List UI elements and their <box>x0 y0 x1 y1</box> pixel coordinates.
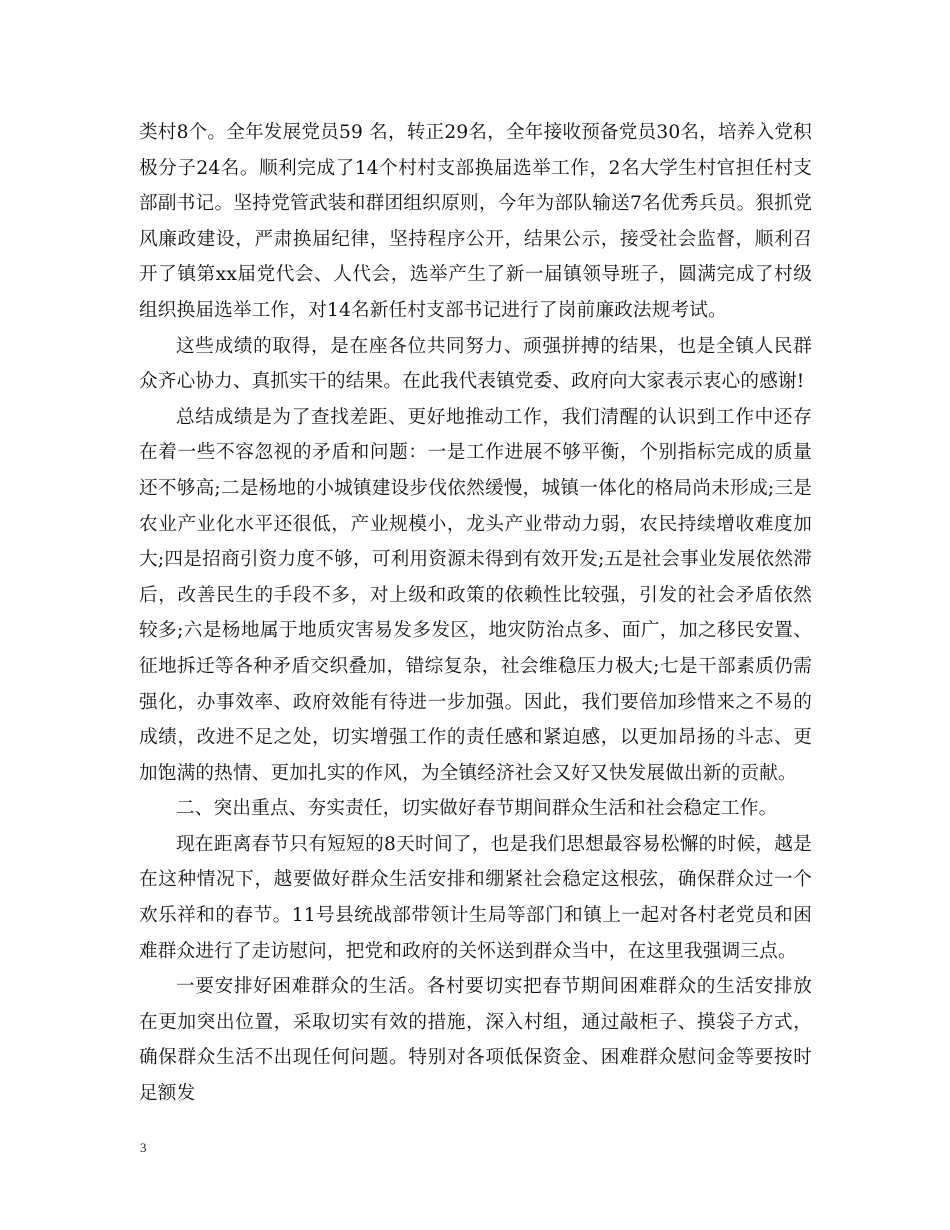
section-heading: 二、突出重点、夯实责任，切实做好春节期间群众生活和社会稳定工作。 <box>176 798 778 820</box>
paragraph-thanks: 这些成绩的取得，是在座各位共同努力、顽强拼搏的结果，也是全镇人民群众齐心协力、真抓实干的结果。在此我代表镇党委、政府向大家表示衷心的感谢! <box>139 335 812 393</box>
paragraph-problems: 总结成绩是为了查找差距、更好地推动工作，我们清醒的认识到工作中还存在着一些不容忽视的矛盾和问题：一是工作进展不够平衡，个别指标完成的质量还不够高;二是杨地的小城镇建设步伐依然缓慢，城镇一体化的格局尚未形成;三是农业产业化水平还很低，产业规模小，龙头产业带动力弱，农民持续增收难度加大;四是招商引资力度不够，可利用资源未得到有效开发;五是社会事业发展依然滞后，改善民生的手段不多，对上级和政策的依赖性比较强，引发的社会矛盾依然较多;六是杨地属于地质灾害易发多发区，地灾防治点多、面广，加之移民安置、征地拆迁等各种矛盾交织叠加，错综复杂，社会维稳压力极大;七是干部素质仍需强化，办事效率、政府效能有待进一步加强。因此，我们要倍加珍惜来之不易的成绩，改进不足之处，切实增强工作的责任感和紧迫感，以更加昂扬的斗志、更加饱满的热情、更加扎实的作风，为全镇经济社会又好又快发展做出新的贡献。 <box>139 406 812 784</box>
page-number: 3 <box>140 1140 147 1155</box>
document-body <box>139 115 812 1112</box>
paragraph-spring-festival: 现在距离春节只有短短的8天时间了，也是我们思想最容易松懈的时候，越是在这种情况下，越要做好群众生活安排和绷紧社会稳定这根弦，确保群众过一个欢乐祥和的春节。11号县统战部带领计生局等部门和镇上一起对各村老党员和困难群众进行了走访慰问，把党和政府的关怀送到群众当中，在这里我强调三点。 <box>139 833 812 962</box>
paragraph-poor-households: 一要安排好困难群众的生活。各村要切实把春节期间困难群众的生活安排放在更加突出位置，采取切实有效的措施，深入村组，通过敲柜子、摸袋子方式，确保群众生活不出现任何问题。特别对各项低保资金、困难群众慰问金等要按时足额发 <box>139 976 812 1105</box>
paragraph-continued: 类村8个。全年发展党员59 名，转正29名，全年接收预备党员30名，培养入党积极分子24名。顺利完成了14个村村支部换届选举工作，2名大学生村官担任村支部副书记。坚持党管武装和群团组织原则，今年为部队输送7名优秀兵员。狠抓党风廉政建设，严肃换届纪律，坚持程序公开，结果公示，接受社会监督，顺利召开了镇第xx届党代会、人代会，选举产生了新一届镇领导班子，圆满完成了村级组织换届选举工作，对14名新任村支部书记进行了岗前廉政法规考试。 <box>139 122 812 321</box>
